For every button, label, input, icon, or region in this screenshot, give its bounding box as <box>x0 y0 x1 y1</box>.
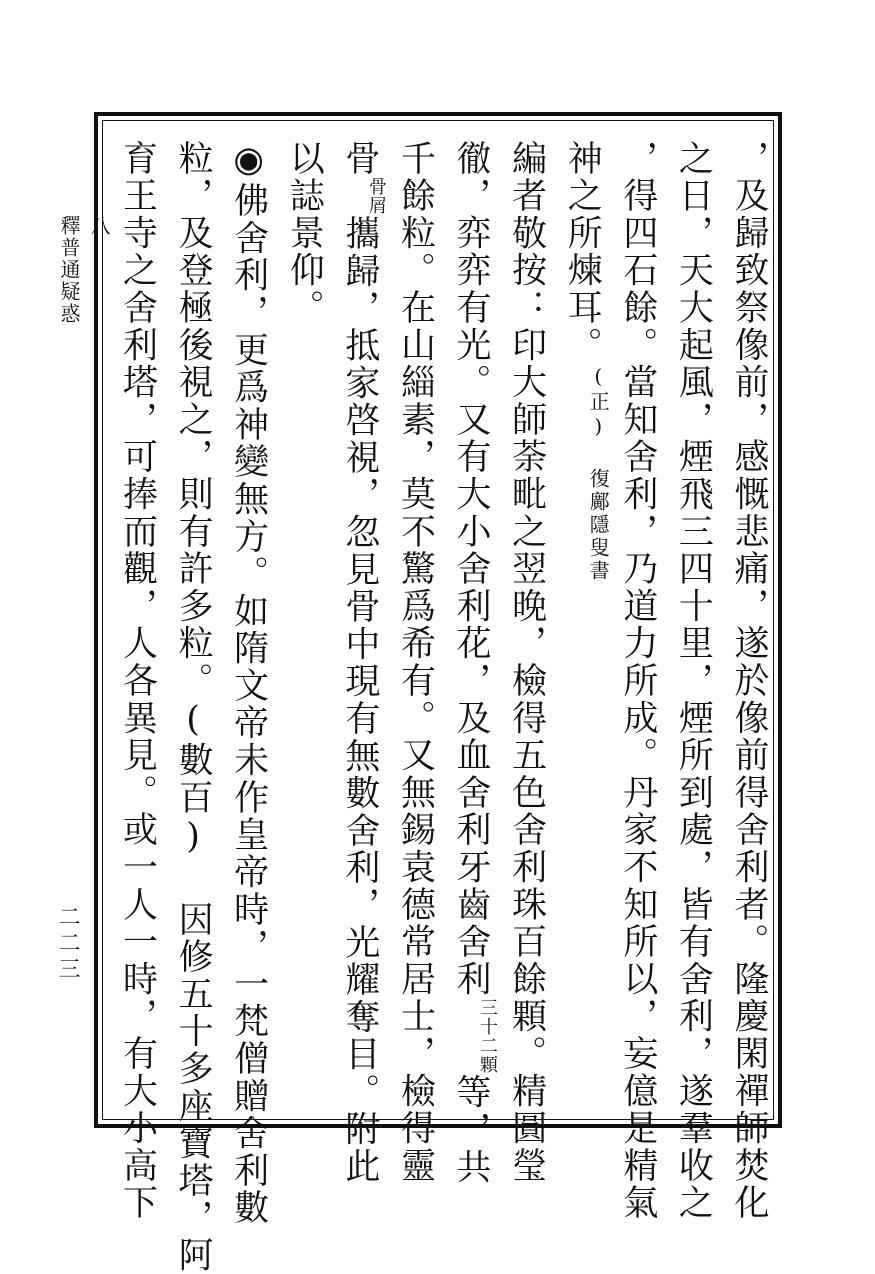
page-number: 二二三 <box>55 905 80 983</box>
text-column <box>220 140 276 1227</box>
column-text: 以誌景仰。 <box>284 140 325 327</box>
chapter-title: 釋普通疑惑 <box>57 215 81 325</box>
text-column <box>164 140 220 1274</box>
column-text: 編者敬按：印大師荼毗之翌晚，檢得五色舍利珠百餘顆。精圓瑩 <box>506 140 547 1185</box>
column-text: 等，共 <box>451 1073 492 1186</box>
text-column <box>665 140 721 1222</box>
column-text: 粒，及登極後視之，則有許多粒。(數百) 因修五十多座寶塔，阿 <box>173 140 214 1274</box>
column-text: ，得四石餘。當知舍利，乃道力所成。丹家不知所以，妄億是精氣 <box>617 140 658 1222</box>
text-column <box>331 140 387 1186</box>
text-column <box>498 140 554 1185</box>
column-text: 之日，天大起風，煙飛三四十里，煙所到處，皆有舍利，遂羣收之 <box>673 140 714 1222</box>
text-column <box>387 140 443 1185</box>
column-text: 骨 <box>339 140 380 178</box>
text-column <box>554 140 610 1100</box>
column-text: 攜歸，抵家啓視，忽見骨中現有無數舍利，光耀奪目。附此 <box>339 215 380 1186</box>
text-column <box>442 140 499 1186</box>
running-header <box>54 215 114 325</box>
column-text: ，及歸致祭像前，感慨悲痛，遂於像前得舍利者。隆慶閑禪師焚化 <box>729 140 769 1222</box>
column-text: ◉佛舍利，更爲神變無方。如隋文帝未作皇帝時，一梵僧贈舍利數 <box>228 140 269 1227</box>
text-column <box>609 140 665 1222</box>
inline-annotation: 三十二顆 <box>477 997 499 1074</box>
text-column <box>720 140 776 1222</box>
column-text: 神之所煉耳。 <box>562 140 603 364</box>
inline-annotation: 骨屑 <box>365 177 387 216</box>
source-note: (正) 復鄺隱叟書 <box>586 363 611 583</box>
column-text: 育王寺之舍利塔，可捧而觀，人各異見。或一人一時，有大小高下 <box>117 140 158 1222</box>
column-text: 千餘粒。在山緇素，莫不驚爲希有。又無錫袁德常居士，檢得靈 <box>395 140 436 1185</box>
chapter-number: 八 <box>87 215 111 235</box>
body-text <box>112 140 776 1274</box>
column-text: 徹，弈弈有光。又有大小舍利花，及血舍利牙齒舍利 <box>451 140 492 998</box>
text-column <box>109 140 165 1222</box>
text-column <box>276 140 332 1100</box>
